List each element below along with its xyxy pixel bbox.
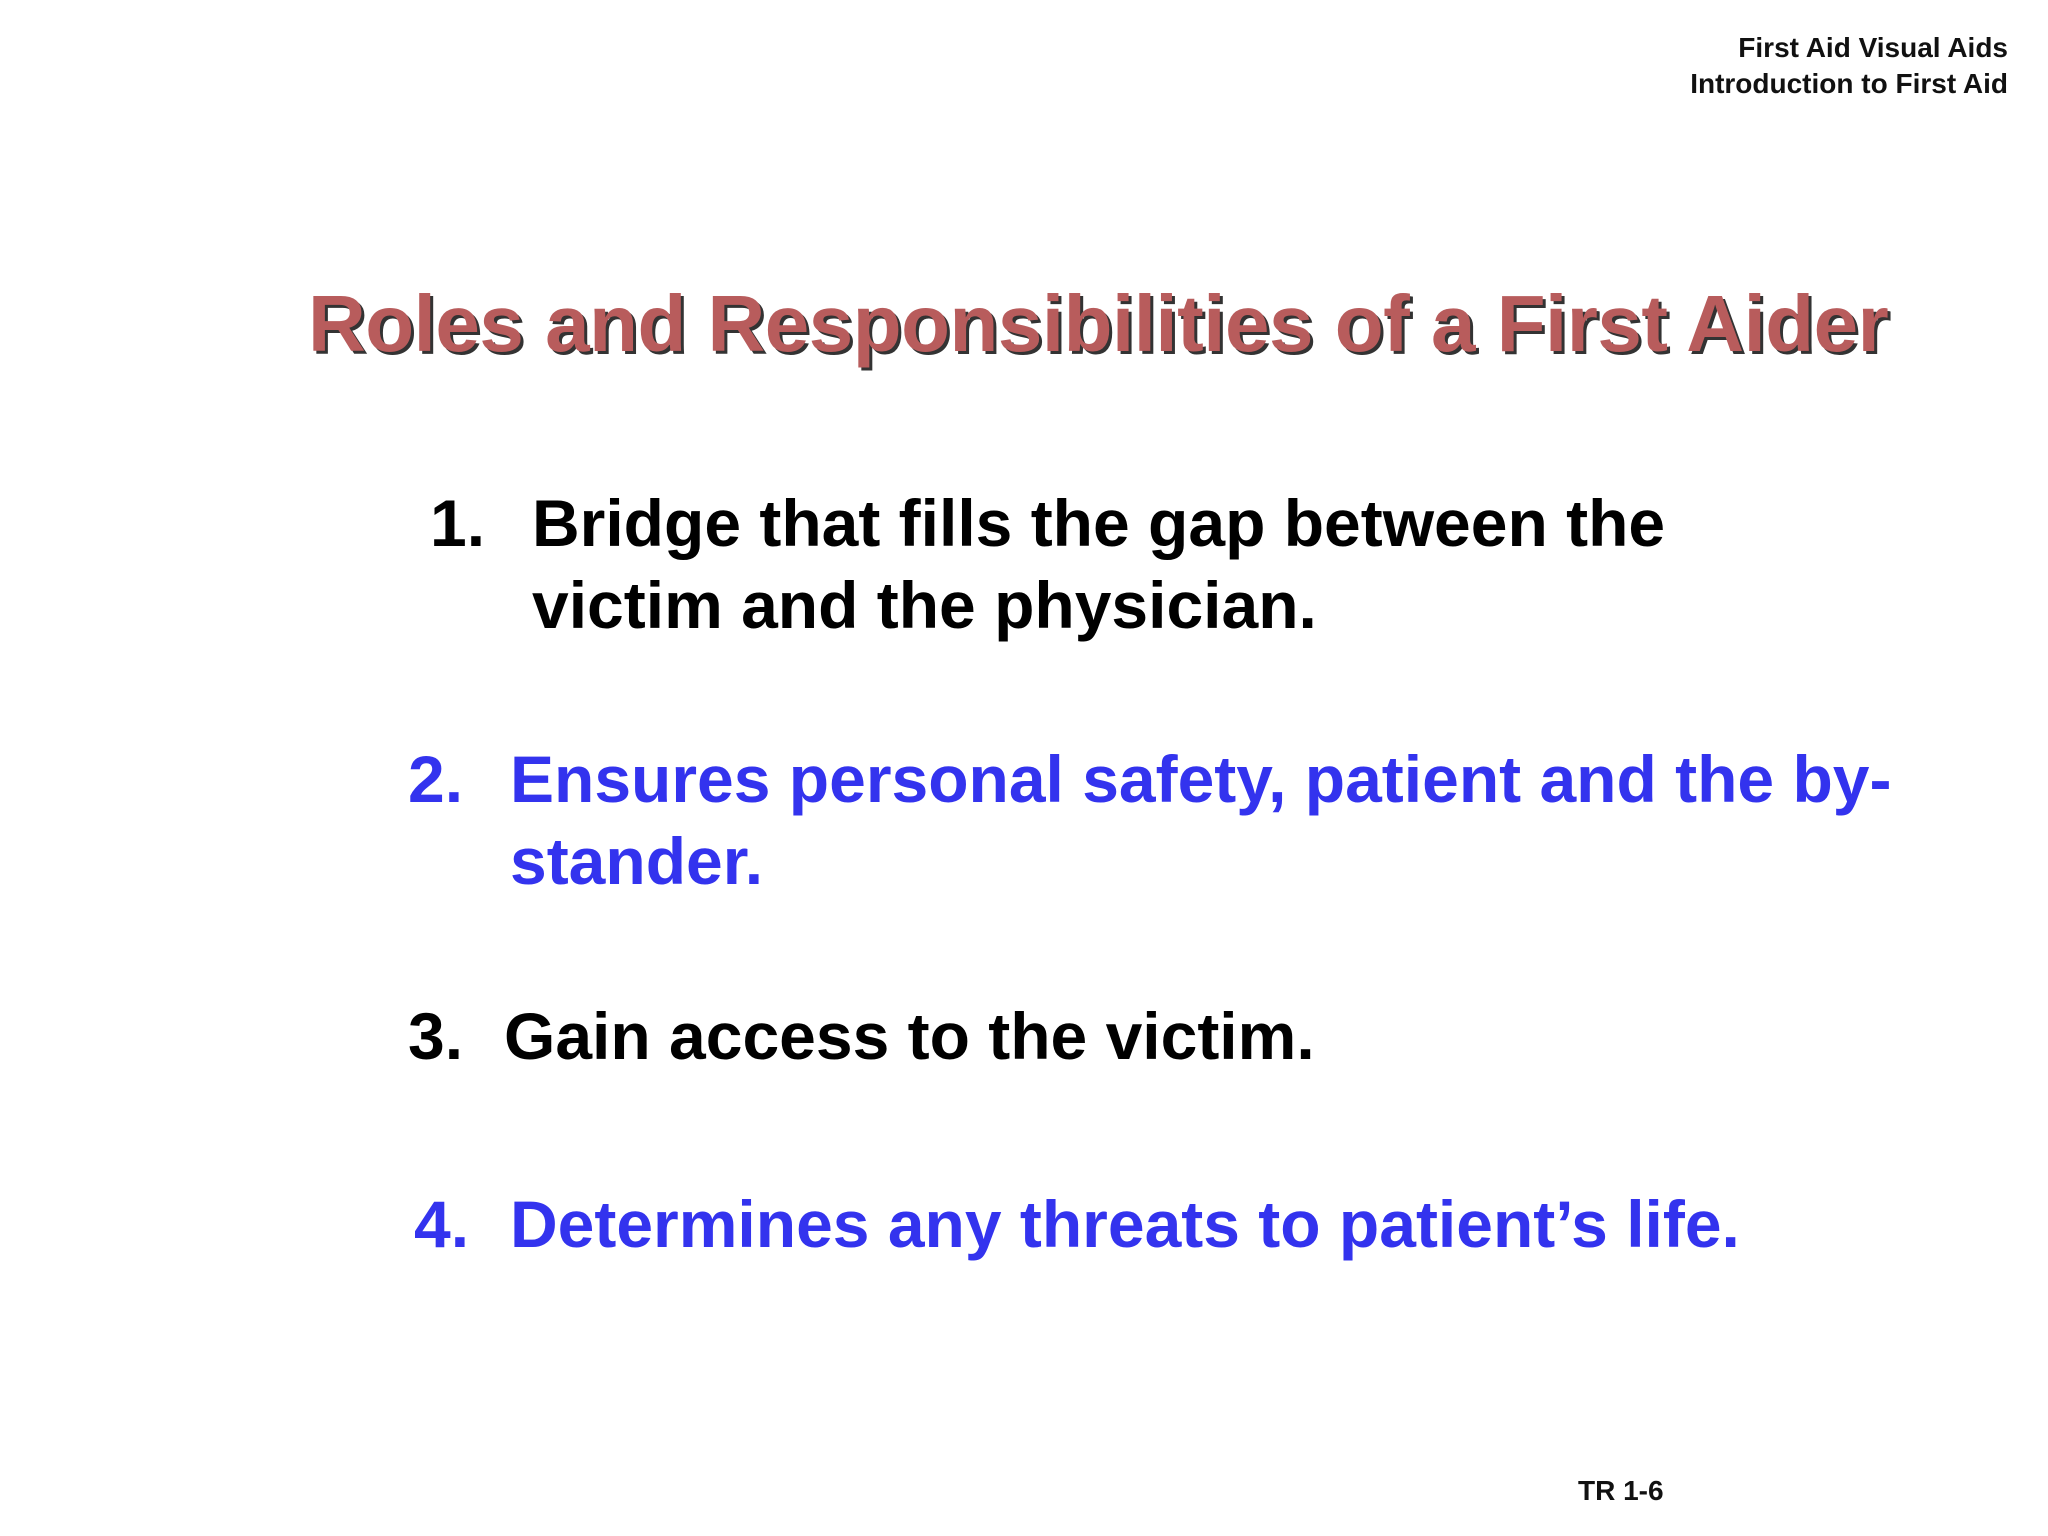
list-item-text: Determines any threats to patient’s life. bbox=[510, 1187, 1740, 1261]
page-title: Roles and Responsibilities of a First Aider bbox=[308, 279, 1889, 368]
list-item-1 bbox=[430, 482, 1832, 646]
list-item-number: 4. bbox=[414, 1187, 470, 1261]
list-item-text: Gain access to the victim. bbox=[504, 999, 1315, 1073]
header bbox=[1690, 30, 2008, 102]
list-item-text: Bridge that fills the gap between the victim and the physician. bbox=[532, 486, 1666, 642]
list-item-number: 1. bbox=[430, 486, 486, 560]
list-item-text: Ensures personal safety, patient and the by-stander. bbox=[510, 742, 1892, 898]
list-item-2 bbox=[408, 738, 1910, 902]
list-item-4 bbox=[414, 1183, 1740, 1265]
slide-code: TR 1-6 bbox=[1578, 1475, 1664, 1506]
list-item-3 bbox=[408, 995, 1315, 1077]
header-module-title: Introduction to First Aid bbox=[1690, 68, 2008, 99]
list-item-number: 2. bbox=[408, 742, 464, 816]
header-course-title: First Aid Visual Aids bbox=[1738, 32, 2008, 63]
list-item-number: 3. bbox=[408, 999, 464, 1073]
